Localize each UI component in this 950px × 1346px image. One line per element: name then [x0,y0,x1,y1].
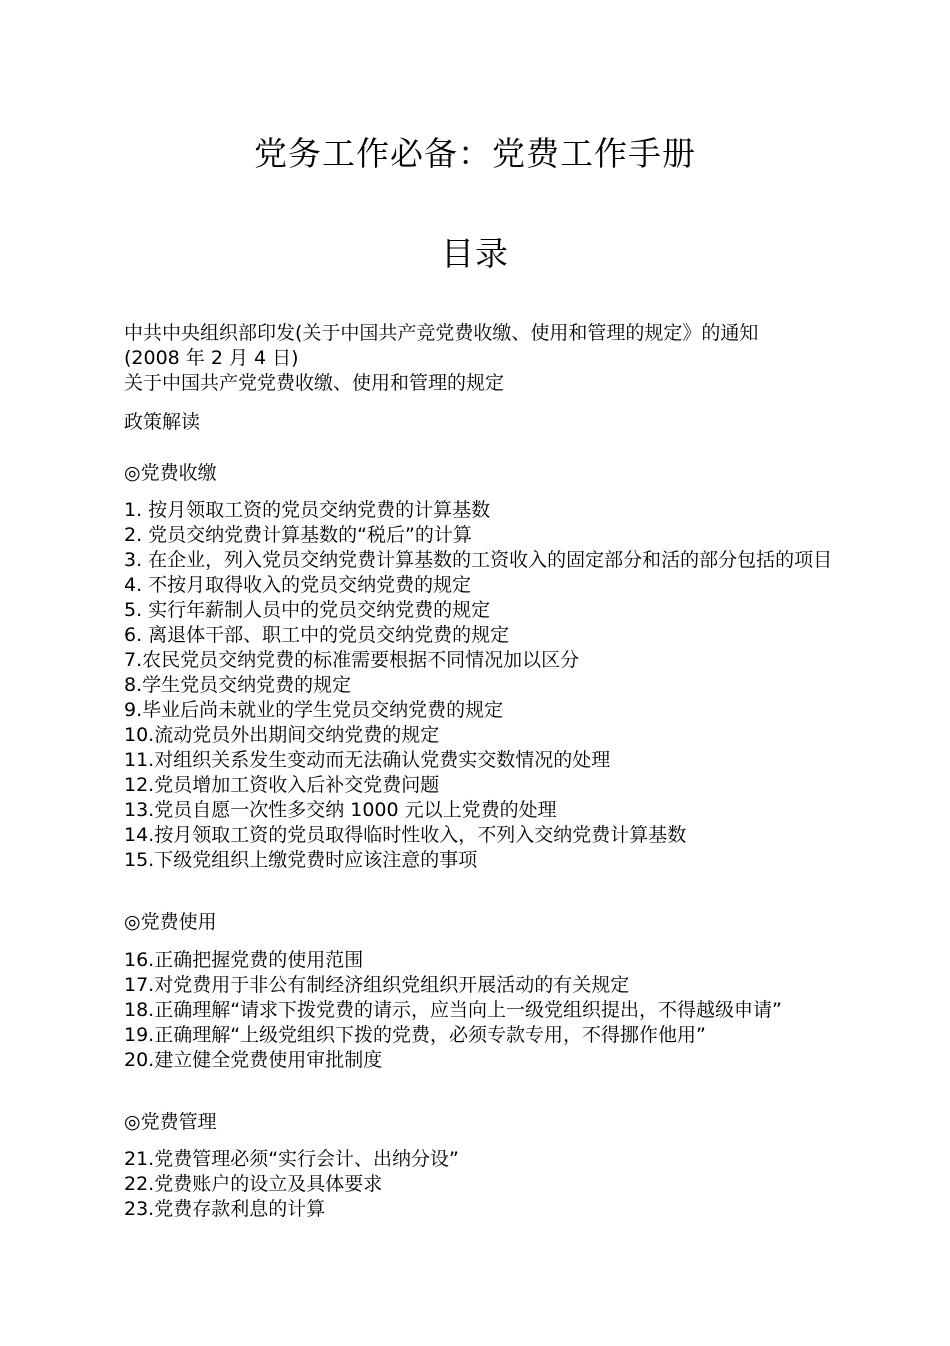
notice-line: 中共中央组织部印发(关于中国共产竞党费收缴、使用和管理的规定》的通知 [124,322,759,344]
section-usage-list [124,948,840,1073]
toc-item: 14.按月领取工资的党员取得临时性收入，不列入交纳党费计算基数 [124,824,687,846]
toc-item: 15.下级党组织上缴党费时应该注意的事项 [124,849,478,871]
toc-item: 20.建立健全党费使用审批制度 [124,1049,383,1071]
intro-block [124,321,840,396]
notice-date: (2008 年 2 月 4 日) [124,347,299,369]
document-title: 党务工作必备：党费工作手册 [254,134,696,173]
toc-item: 10.流动党员外出期间交纳党费的规定 [124,724,440,746]
toc-item: 2. 党员交纳党费计算基数的“税后”的计算 [124,524,472,546]
toc-item: 21.党费管理必须“实行会计、出纳分设” [124,1148,459,1170]
toc-item: 16.正确把握党费的使用范围 [124,949,364,971]
toc-item: 4. 不按月取得收入的党员交纳党费的规定 [124,574,472,596]
section-heading-collection: ◎党费收缴 [124,462,217,484]
toc-item: 13.党员自愿一次性多交纳 1000 元以上党费的处理 [124,799,557,821]
toc-item: 17.对党费用于非公有制经济组织党组织开展活动的有关规定 [124,974,630,996]
section-management-list [124,1147,840,1222]
toc-item: 22.党费账户的设立及具体要求 [124,1173,383,1195]
toc-item: 3. 在企业，列入党员交纳党费计算基数的工资收入的固定部分和活的部分包括的项目 [124,549,833,571]
toc-item: 23.党费存款利息的计算 [124,1198,326,1220]
section-heading-management: ◎党费管理 [124,1111,217,1133]
toc-item: 12.党员增加工资收入后补交党费问题 [124,774,440,796]
toc-heading: 目录 [441,234,509,273]
toc-item: 6. 离退体干部、职工中的党员交纳党费的规定 [124,624,510,646]
toc-item: 11.对组织关系发生变动而无法确认党费实交数情况的处理 [124,749,611,771]
toc-item: 5. 实行年薪制人员中的党员交纳党费的规定 [124,599,491,621]
toc-item: 19.正确理解“上级党组织下拨的党费，必须专款专用，不得挪作他用” [124,1024,706,1046]
toc-item: 7.农民党员交纳党费的标准需要根据不同情况加以区分 [124,649,580,671]
section-heading-usage: ◎党费使用 [124,911,217,933]
section-collection-list [124,498,840,873]
toc-item: 9.毕业后尚未就业的学生党员交纳党费的规定 [124,699,504,721]
interpretation-line: 政策解读 [124,411,201,433]
toc-item: 8.学生党员交纳党费的规定 [124,674,352,696]
regulation-line: 关于中国共产党党费收缴、使用和管理的规定 [124,372,505,394]
toc-item: 1. 按月领取工资的党员交纳党费的计算基数 [124,499,491,521]
toc-item: 18.正确理解“请求下拨党费的请示，应当向上一级党组织提出，不得越级申请” [124,999,782,1021]
